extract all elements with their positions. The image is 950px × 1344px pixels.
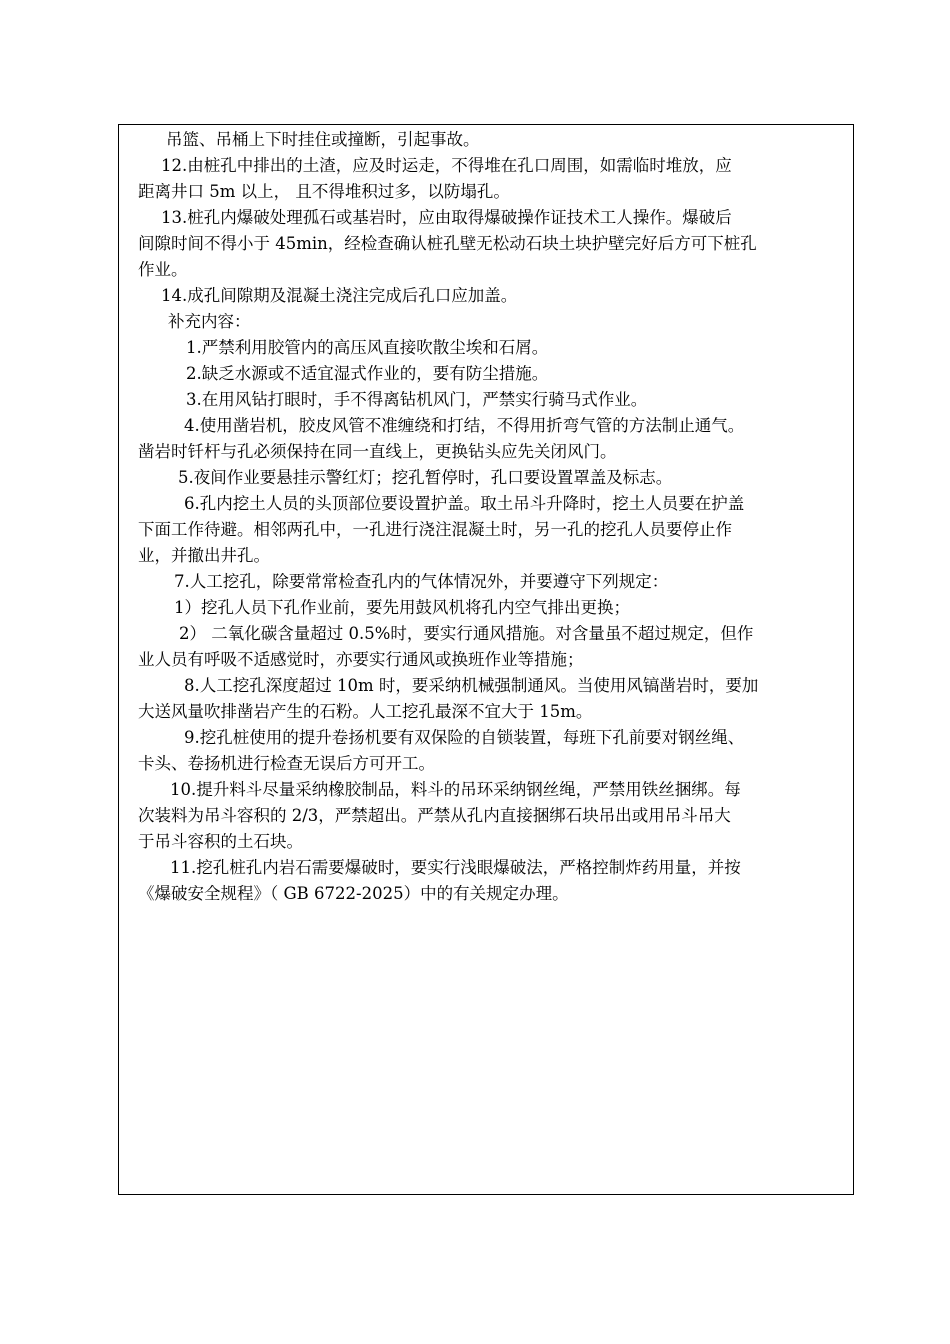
text-line: 凿岩时钎杆与孔必须保持在同一直线上，更换钻头应先关闭风门。 — [138, 442, 617, 461]
text-line: 5.夜间作业要悬挂示警红灯；挖孔暂停时，孔口要设置罩盖及标志。 — [178, 468, 673, 487]
text-line: 13.桩孔内爆破处理孤石或基岩时，应由取得爆破操作证技术工人操作。爆破后 — [161, 208, 732, 227]
document-body — [138, 127, 850, 907]
text-line: 间隙时间不得小于 45min，经检查确认桩孔壁无松动石块土块护壁完好后方可下桩孔 — [138, 234, 757, 253]
text-line: 4.使用凿岩机，胶皮风管不准缠绕和打结，不得用折弯气管的方法制止通气。 — [184, 416, 745, 435]
text-line: 大送风量吹排凿岩产生的石粉。人工挖孔最深不宜大于 15m。 — [138, 702, 593, 721]
text-line: 2） 二氧化碳含量超过 0.5%时，要实行通风措施。对含量虽不超过规定，但作 — [179, 624, 754, 643]
text-line: 9.挖孔桩使用的提升卷扬机要有双保险的自锁装置，每班下孔前要对钢丝绳、 — [184, 728, 745, 747]
text-line: 作业。 — [138, 260, 188, 279]
text-line: 业，并撤出井孔。 — [138, 546, 270, 565]
text-line: 业人员有呼吸不适感觉时，亦要实行通风或换班作业等措施； — [138, 650, 584, 669]
text-line: 于吊斗容积的土石块。 — [138, 832, 303, 851]
text-line: 6.孔内挖土人员的头顶部位要设置护盖。取土吊斗升降时，挖土人员要在护盖 — [184, 494, 745, 513]
text-line: 11.挖孔桩孔内岩石需要爆破时，要实行浅眼爆破法，严格控制炸药用量，并按 — [170, 858, 741, 877]
text-line: 吊篮、吊桶上下时挂住或撞断，引起事故。 — [166, 130, 480, 149]
text-line: 8.人工挖孔深度超过 10m 时，要采纳机械强制通风。当使用风镐凿岩时，要加 — [184, 676, 759, 695]
section-heading: 补充内容： — [168, 312, 251, 331]
text-line: 14.成孔间隙期及混凝土浇注完成后孔口应加盖。 — [161, 286, 518, 305]
text-line: 3.在用风钻打眼时，手不得离钻机风门，严禁实行骑马式作业。 — [186, 390, 648, 409]
text-line: 卡头、卷扬机进行检查无误后方可开工。 — [138, 754, 435, 773]
text-line: 次装料为吊斗容积的 2/3，严禁超出。严禁从孔内直接捆绑石块吊出或用吊斗吊大 — [138, 806, 731, 825]
text-line: 2.缺乏水源或不适宜湿式作业的，要有防尘措施。 — [186, 364, 549, 383]
text-line: 《爆破安全规程》（ GB 6722-2025）中的有关规定办理。 — [138, 884, 569, 903]
text-line: 7.人工挖孔，除要常常检查孔内的气体情况外，并要遵守下列规定： — [174, 572, 669, 591]
text-line: 1.严禁利用胶管内的高压风直接吹散尘埃和石屑。 — [186, 338, 549, 357]
text-line: 距离井口 5m 以上， 且不得堆积过多，以防塌孔。 — [138, 182, 510, 201]
text-line: 下面工作待避。相邻两孔中，一孔进行浇注混凝土时，另一孔的挖孔人员要停止作 — [138, 520, 732, 539]
text-line: 1）挖孔人员下孔作业前，要先用鼓风机将孔内空气排出更换； — [174, 598, 630, 617]
text-line: 10.提升料斗尽量采纳橡胶制品，料斗的吊环采纳钢丝绳，严禁用铁丝捆绑。每 — [170, 780, 741, 799]
text-line: 12.由桩孔中排出的土渣，应及时运走，不得堆在孔口周围，如需临时堆放，应 — [161, 156, 732, 175]
